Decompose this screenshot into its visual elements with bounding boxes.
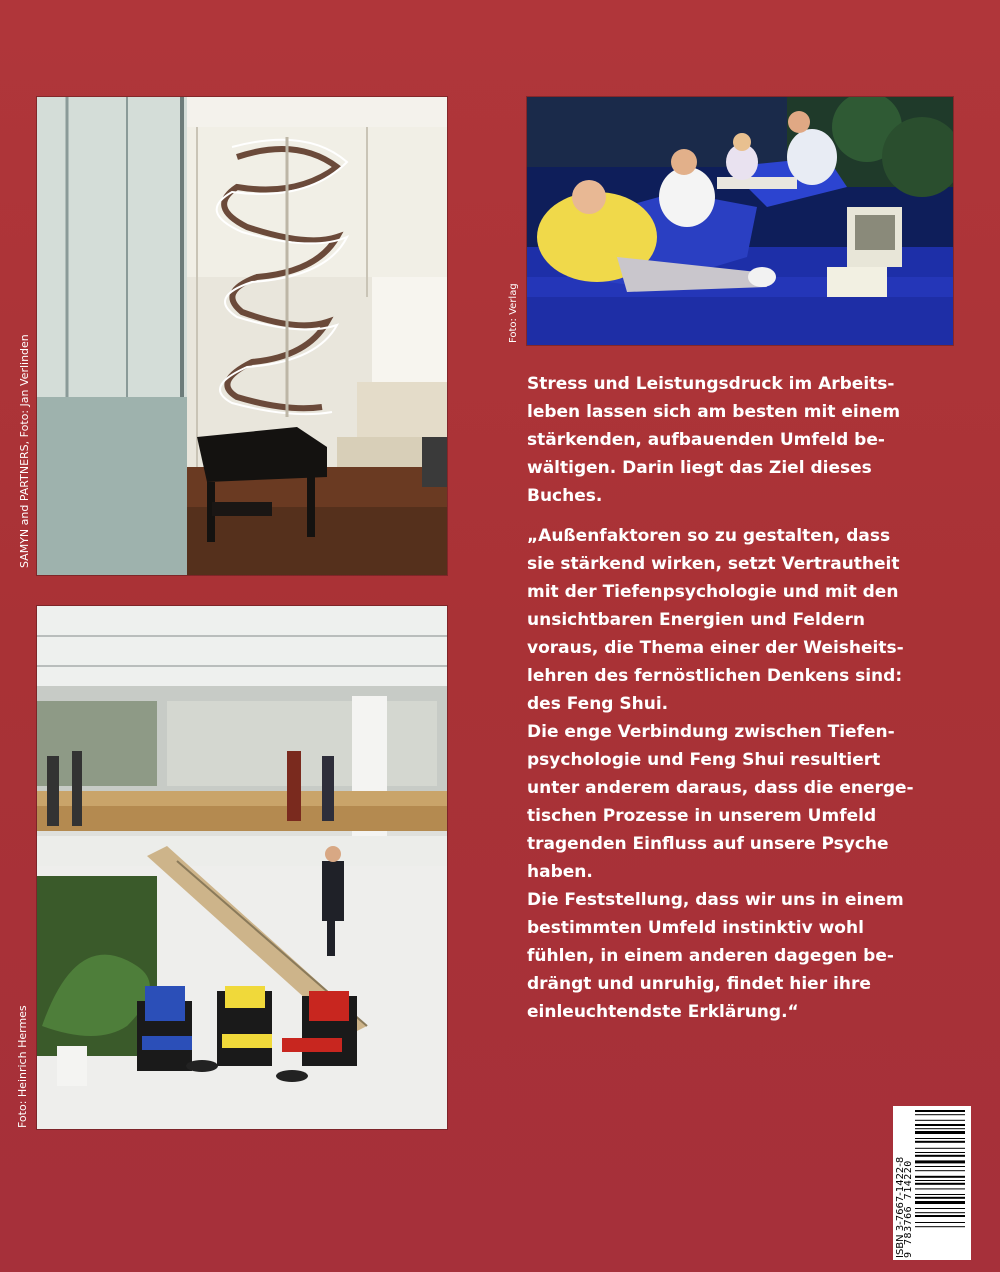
quote-line: tragenden Einfluss auf unsere Psyche: [527, 834, 889, 854]
quote-line: unsichtbaren Energien und Feldern: [527, 610, 865, 630]
quote-line: sie stärkend wirken, setzt Vertrautheit: [527, 554, 900, 574]
barcode-bar: [915, 1155, 965, 1157]
quote-line: voraus, die Thema einer der Weisheits-: [527, 638, 904, 658]
barcode-bar: [915, 1141, 965, 1143]
barcode-bar: [915, 1226, 965, 1227]
ean-number: 9 783766 714220: [903, 1160, 914, 1258]
barcode-bar: [915, 1124, 965, 1126]
quote-line: tischen Prozesse in unserem Umfeld: [527, 806, 877, 826]
intro-paragraph: [527, 370, 957, 510]
quote-line: mit der Tiefenpsychologie und mit den: [527, 582, 899, 602]
barcode-bar: [915, 1152, 965, 1153]
barcode-bar: [915, 1208, 965, 1209]
photo-office-meeting: [527, 97, 953, 345]
barcode-bar: [915, 1110, 965, 1112]
barcode-bar: [915, 1176, 965, 1178]
barcode-bar: [915, 1128, 965, 1129]
barcode-bar: [915, 1215, 965, 1217]
quote-line: Die enge Verbindung zwischen Tiefen-: [527, 722, 895, 742]
barcode-bar: [915, 1197, 965, 1199]
barcode-bar: [915, 1120, 965, 1121]
barcode-bar: [915, 1114, 965, 1115]
barcode-bar: [915, 1194, 965, 1195]
barcode-bar: [915, 1170, 965, 1171]
quote-line: einleuchtendste Erklärung.“: [527, 1002, 799, 1022]
barcode-bar: [915, 1183, 965, 1185]
intro-line: wältigen. Darin liegt das Ziel dieses: [527, 458, 872, 478]
intro-line: stärkenden, aufbauenden Umfeld be-: [527, 430, 885, 450]
barcode-bar: [915, 1148, 965, 1149]
quote-line: unter anderem daraus, dass die energe-: [527, 778, 914, 798]
quote-line: „Außenfaktoren so zu gestalten, dass: [527, 526, 891, 546]
barcode-bar: [915, 1212, 965, 1213]
quote-line: fühlen, in einem anderen dagegen be-: [527, 946, 894, 966]
photo-credit-atrium: Foto: Heinrich Hermes: [16, 1005, 29, 1128]
quote-line: drängt und unruhig, findet hier ihre: [527, 974, 871, 994]
quote-line: psychologie und Feng Shui resultiert: [527, 750, 881, 770]
barcode-bar: [915, 1166, 965, 1167]
quote-line: bestimmten Umfeld instinktiv wohl: [527, 918, 864, 938]
barcode-bar: [915, 1201, 965, 1204]
barcode-bar: [915, 1160, 965, 1163]
isbn-number: ISBN 3-7667-1422-8: [895, 1156, 906, 1258]
photo-spiral-staircase: [37, 97, 447, 575]
photo-atrium-chairs: [37, 606, 447, 1129]
quote-line: lehren des fernöstlichen Denkens sind:: [527, 666, 903, 686]
barcode-bar: [915, 1131, 965, 1134]
intro-line: Buches.: [527, 486, 603, 506]
photo-credit-staircase: SAMYN and PARTNERS, Foto: Jan Verlinden: [18, 334, 31, 568]
intro-line: leben lassen sich am besten mit einem: [527, 402, 901, 422]
barcode-bar: [915, 1180, 965, 1181]
intro-line: Stress und Leistungsdruck im Arbeits-: [527, 374, 895, 394]
barcode-bar: [915, 1138, 965, 1139]
barcode-bar: [915, 1222, 965, 1223]
barcode-bar: [915, 1188, 965, 1189]
quote-paragraph: [527, 522, 957, 1026]
quote-line: Die Feststellung, dass wir uns in einem: [527, 890, 904, 910]
quote-line: des Feng Shui.: [527, 694, 669, 714]
quote-line: haben.: [527, 862, 593, 882]
isbn-barcode: [893, 1106, 971, 1260]
photo-credit-office: Foto: Verlag: [508, 283, 519, 343]
barcode-bars: [915, 1110, 965, 1256]
